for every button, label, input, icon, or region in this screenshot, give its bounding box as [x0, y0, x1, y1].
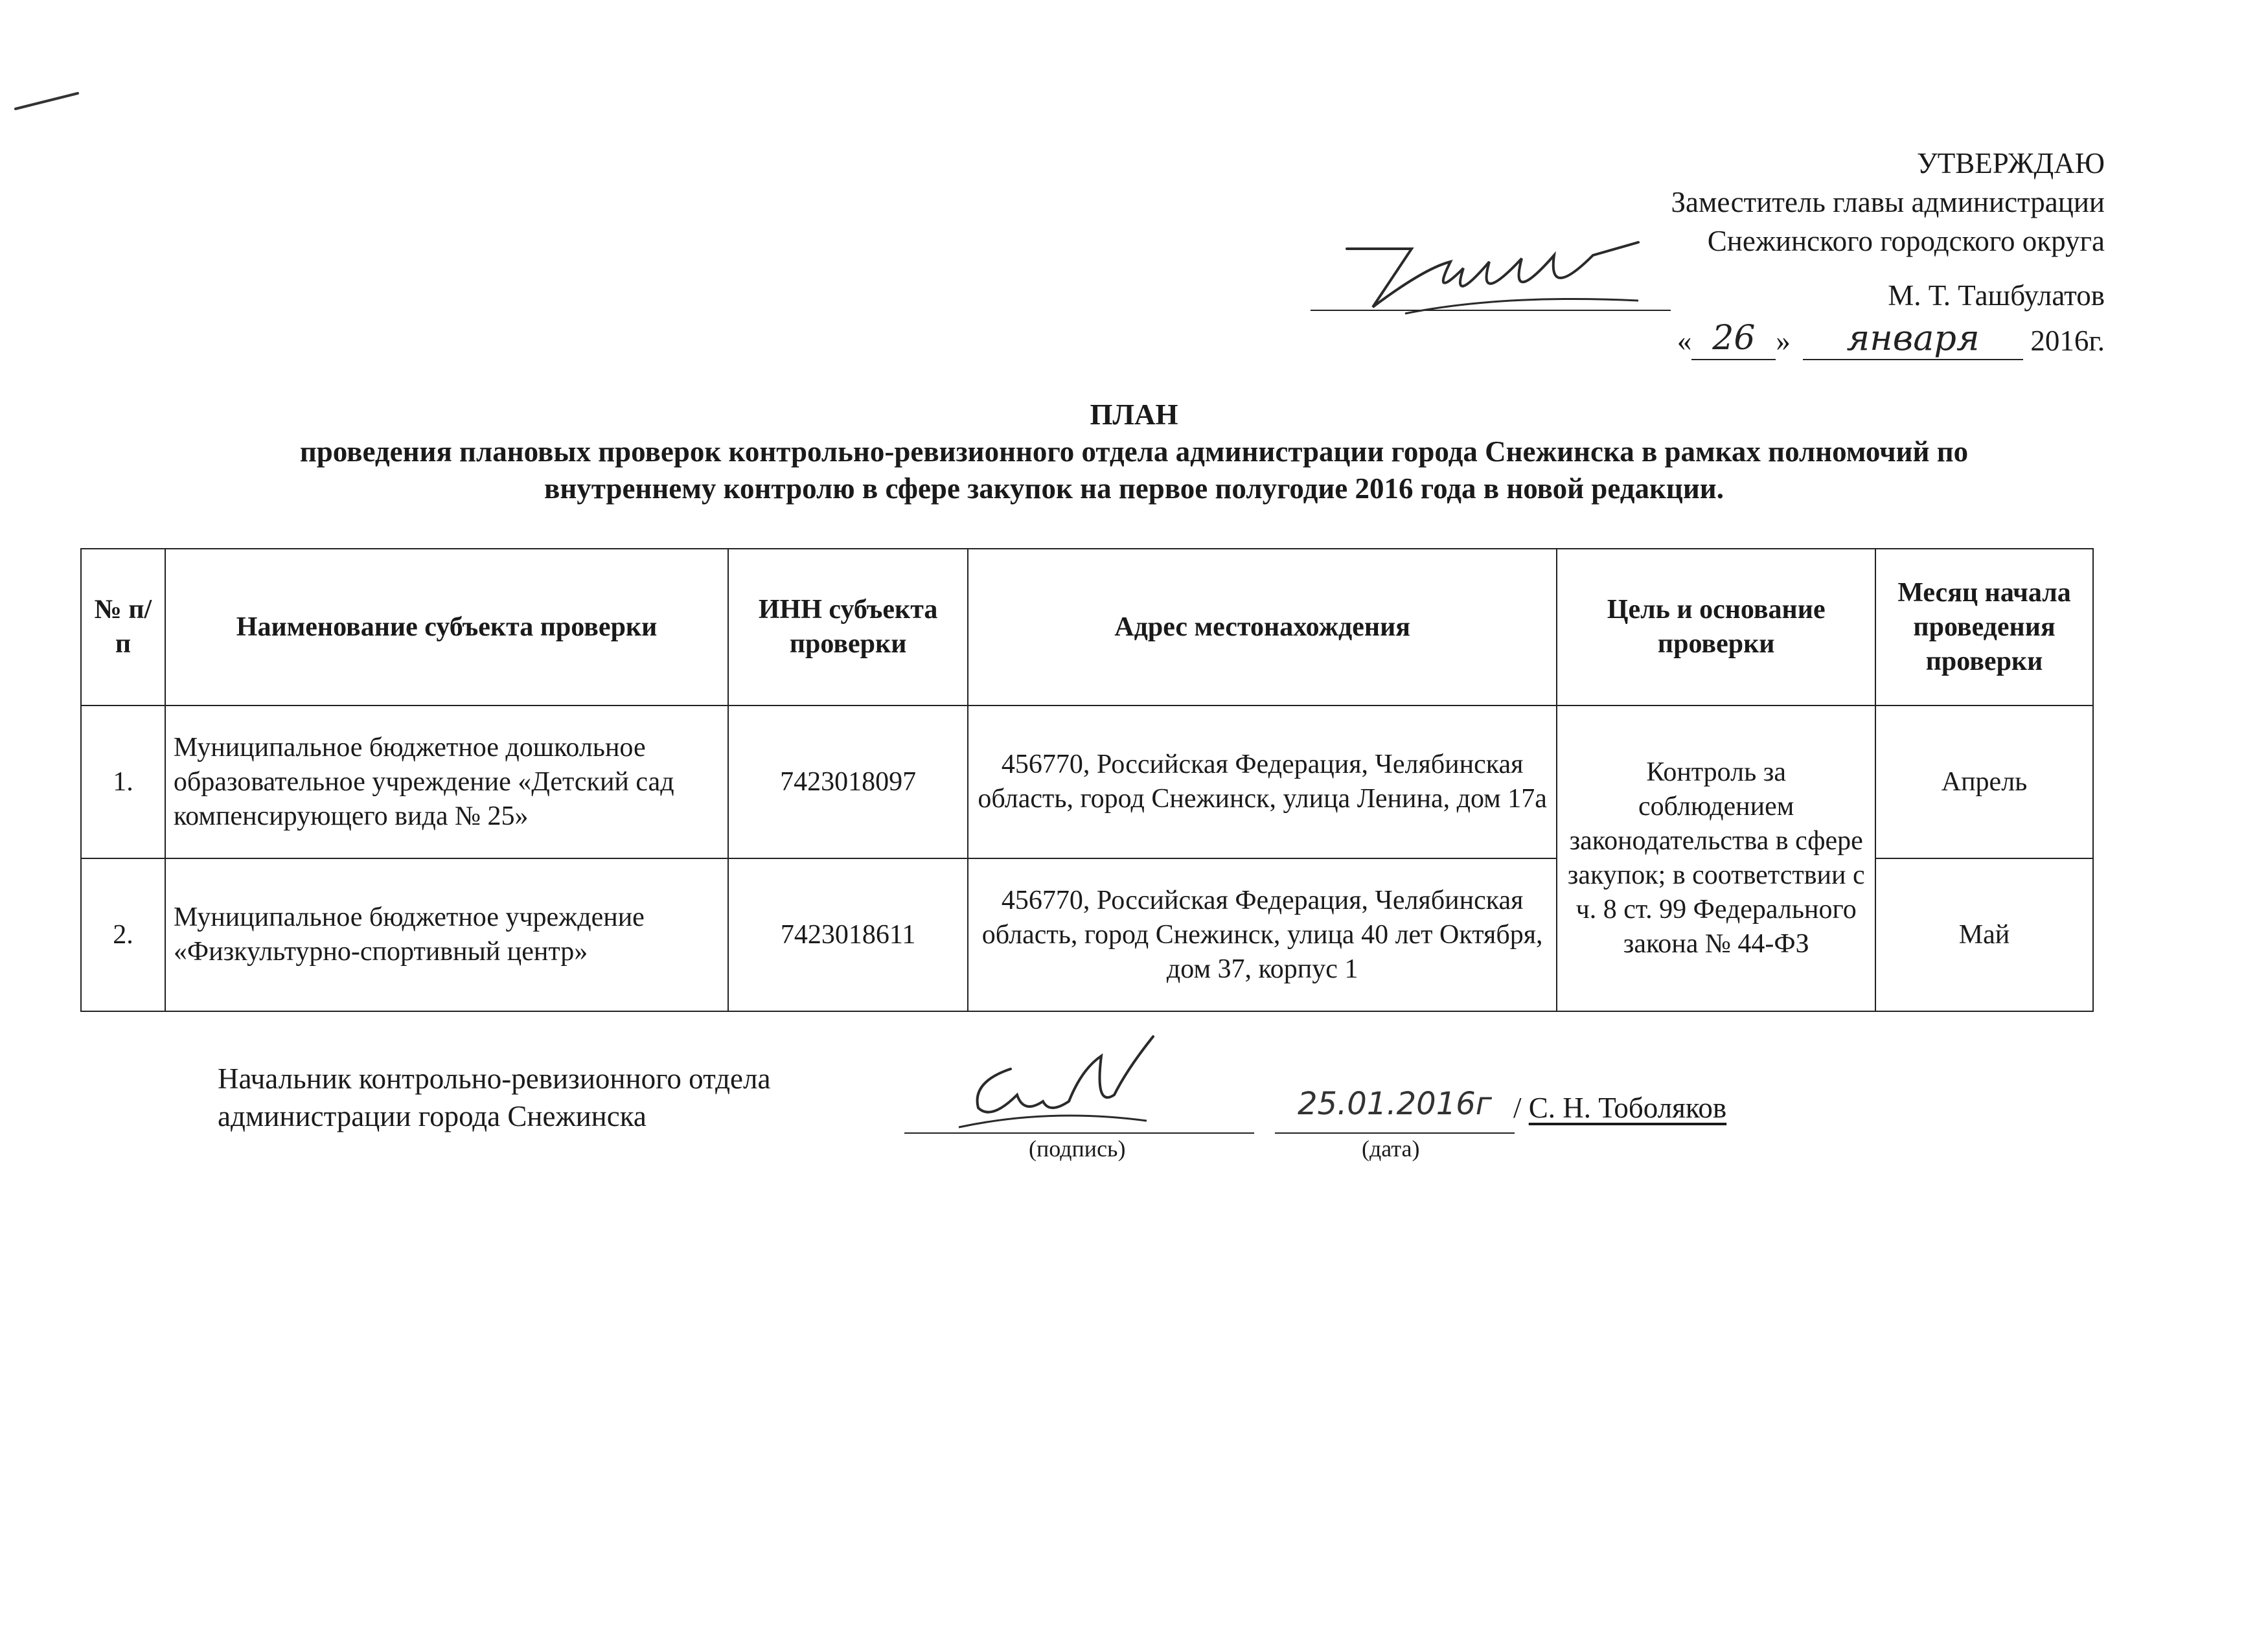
row-name: Муниципальное бюджетное дошкольное образовательное учреждение «Детский сад компенсирующего вида № 25» — [165, 706, 728, 858]
approval-date-year: 2016г. — [2030, 325, 2105, 357]
head-name-text: С. Н. Тоболяков — [1528, 1092, 1727, 1124]
header-num: № п/п — [81, 549, 165, 706]
header-inn: ИНН субъекта проверки — [728, 549, 968, 706]
approval-position-line1: Заместитель главы администрации — [1671, 186, 2105, 218]
document-title — [0, 396, 2268, 507]
scan-mark — [14, 91, 79, 111]
approval-date-open-quote: « — [1677, 325, 1692, 357]
row-address: 456770, Российская Федерация, Челябинская область, город Снежинск, улица Ленина, дом 17а — [968, 706, 1557, 858]
approval-signature-row — [1671, 275, 2105, 321]
title-line2: внутреннему контролю в сфере закупок на первое полугодие 2016 года в новой редакции. — [544, 472, 1724, 505]
row-num: 1. — [81, 706, 165, 858]
footer-role-line1: Начальник контрольно-ревизионного отдела — [218, 1062, 771, 1095]
approval-heading: УТВЕРЖДАЮ — [1916, 147, 2105, 179]
row-name: Муниципальное бюджетное учреждение «Физкультурно-спортивный центр» — [165, 858, 728, 1011]
date-caption: (дата) — [1362, 1136, 1420, 1162]
header-month: Месяц начала проведения проверки — [1875, 549, 2093, 706]
approval-signatory: М. Т. Ташбулатов — [1888, 279, 2105, 312]
header-address: Адрес местонахождения — [968, 549, 1557, 706]
table-header-row — [81, 549, 2093, 706]
row-month: Апрель — [1875, 706, 2093, 858]
approval-date-day: 26 — [1712, 319, 1756, 358]
head-signature — [952, 1030, 1166, 1140]
approval-position-line2: Снежинского городского округа — [1707, 225, 2105, 257]
header-name: Наименование субъекта проверки — [165, 549, 728, 706]
head-date-handwritten: 25.01.2016г — [1297, 1086, 1493, 1122]
row-inn: 7423018097 — [728, 706, 968, 858]
approval-date-day-blank — [1691, 319, 1776, 360]
head-name-separator: / — [1513, 1092, 1522, 1124]
row-purpose: Контроль за соблюдением законодательства в сфере закупок; в соответствии с ч. 8 ст. 99 Федерального закона № 44-ФЗ — [1557, 706, 1875, 1011]
title-main: ПЛАН — [1090, 398, 1178, 431]
approver-signature — [1334, 229, 1671, 352]
approval-date-close-quote: » — [1776, 325, 1791, 357]
table-row — [81, 706, 2093, 858]
approval-date-month: января — [1846, 317, 1980, 358]
footer-role — [218, 1060, 770, 1135]
inspection-plan-table — [80, 548, 2094, 1012]
head-name — [1513, 1091, 1726, 1125]
approval-date-month-blank — [1803, 317, 2023, 360]
row-num: 2. — [81, 858, 165, 1011]
approval-date — [1671, 317, 2105, 361]
title-line1: проведения плановых проверок контрольно-ревизионного отдела администрации города Снежинска в рамках полномочий по — [299, 435, 1969, 468]
header-purpose: Цель и основание проверки — [1557, 549, 1875, 706]
footer-role-line2: администрации города Снежинска — [218, 1100, 647, 1132]
row-month: Май — [1875, 858, 2093, 1011]
signature-caption: (подпись) — [1029, 1136, 1126, 1162]
row-address: 456770, Российская Федерация, Челябинская область, город Снежинск, улица 40 лет Октября, дом 37, корпус 1 — [968, 858, 1557, 1011]
row-inn: 7423018611 — [728, 858, 968, 1011]
approval-block — [1671, 144, 2105, 361]
